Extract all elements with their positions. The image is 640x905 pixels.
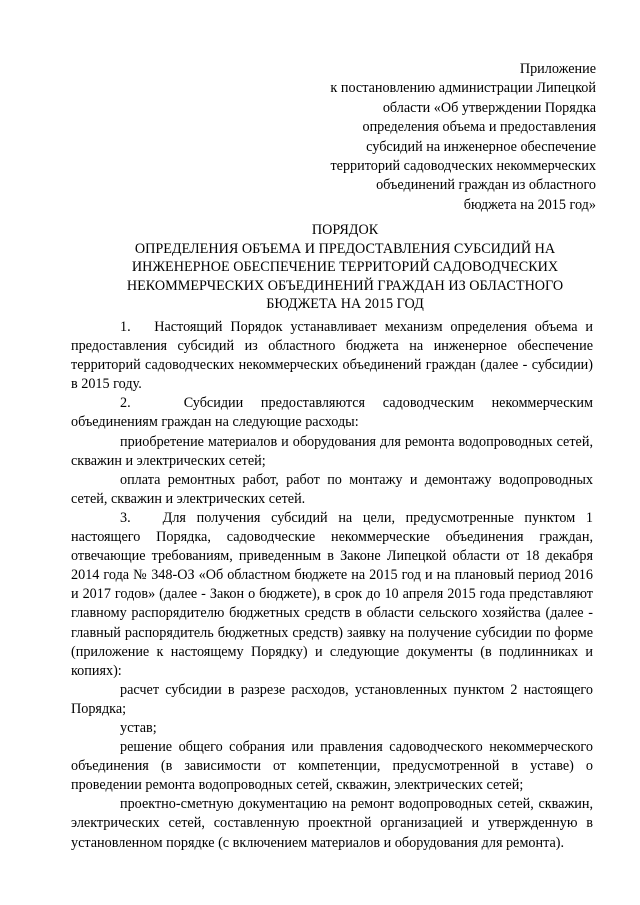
- document-body: [71, 318, 593, 853]
- paragraph-2: 2. Субсидии предоставляются садоводческим некоммерческим объединениям граждан на следующие расходы:: [71, 395, 593, 431]
- paragraph-3-item: проектно-сметную документацию на ремонт водопроводных сетей, скважин, электрических сетей, составленную проектной организацией и утвержденную в установленном порядке (с включением материалов и оборудования для ремонта).: [71, 796, 593, 851]
- paragraph-3: 3. Для получения субсидий на цели, предусмотренные пунктом 1 настоящего Порядка, садоводческие некоммерческие объединения граждан, отвечающие требованиям, приведенным в Законе Липецкой области от 18 декабря 2014 года № 348-ОЗ «Об областном бюджете на 2015 год и на плановый период 2016 и 2017 годов» (далее - Закон о бюджете), в срок до 10 апреля 2015 года представляют главному распорядителю бюджетных средств в области сельского хозяйства (далее - главный распорядитель бюджетных средств) заявку на получение субсидии по форме (приложение к настоящему Порядку) и следующие документы (в подлинниках и копиях):: [71, 509, 593, 679]
- annex-line: объединений граждан из областного: [376, 177, 596, 194]
- title-line: ОПРЕДЕЛЕНИЯ ОБЪЕМА И ПРЕДОСТАВЛЕНИЯ СУБСИДИЙ НА: [134, 240, 556, 257]
- annex-line: определения объема и предоставления: [362, 119, 596, 136]
- paragraph-3-item: устав;: [120, 719, 157, 736]
- title-line: ИНЖЕНЕРНОЕ ОБЕСПЕЧЕНИЕ ТЕРРИТОРИЙ САДОВОДЧЕСКИХ: [131, 259, 559, 275]
- annex-line: области «Об утверждении Порядка: [382, 99, 596, 116]
- title-line: БЮДЖЕТА НА 2015 ГОД: [266, 296, 424, 312]
- paragraph-1: 1. Настоящий Порядок устанавливает механизм определения объема и предоставления субсидий из областного бюджета на инженерное обеспечение территорий садоводческих некоммерческих объединений граждан (далее - субсидии) в 2015 году.: [71, 319, 593, 393]
- annex-line: Приложение: [519, 61, 596, 77]
- annex-line: к постановлению администрации Липецкой: [330, 80, 596, 97]
- title-line: НЕКОММЕРЧЕСКИХ ОБЪЕДИНЕНИЙ ГРАЖДАН ИЗ ОБЛАСТНОГО: [126, 277, 564, 294]
- document-title: [100, 221, 590, 314]
- annex-line: территорий садоводческих некоммерческих: [330, 158, 596, 175]
- annex-header: [296, 60, 596, 215]
- annex-line: бюджета на 2015 год»: [463, 196, 596, 213]
- paragraph-3-item: решение общего собрания или правления садоводческого некоммерческого объединения (в зависимости от компетенции, предусмотренной в уставе) о проведении ремонта водопроводных сетей, скважин, электрических сетей;: [71, 739, 593, 794]
- annex-line: субсидий на инженерное обеспечение: [366, 138, 596, 155]
- paragraph-3-item: расчет субсидии в разрезе расходов, установленных пунктом 2 настоящего Порядка;: [71, 681, 593, 717]
- title-line: ПОРЯДОК: [311, 222, 379, 238]
- paragraph-2-item: приобретение материалов и оборудования для ремонта водопроводных сетей, скважин и электрических сетей;: [71, 433, 593, 469]
- paragraph-2-item: оплата ремонтных работ, работ по монтажу и демонтажу водопроводных сетей, скважин и электрических сетей.: [71, 471, 593, 507]
